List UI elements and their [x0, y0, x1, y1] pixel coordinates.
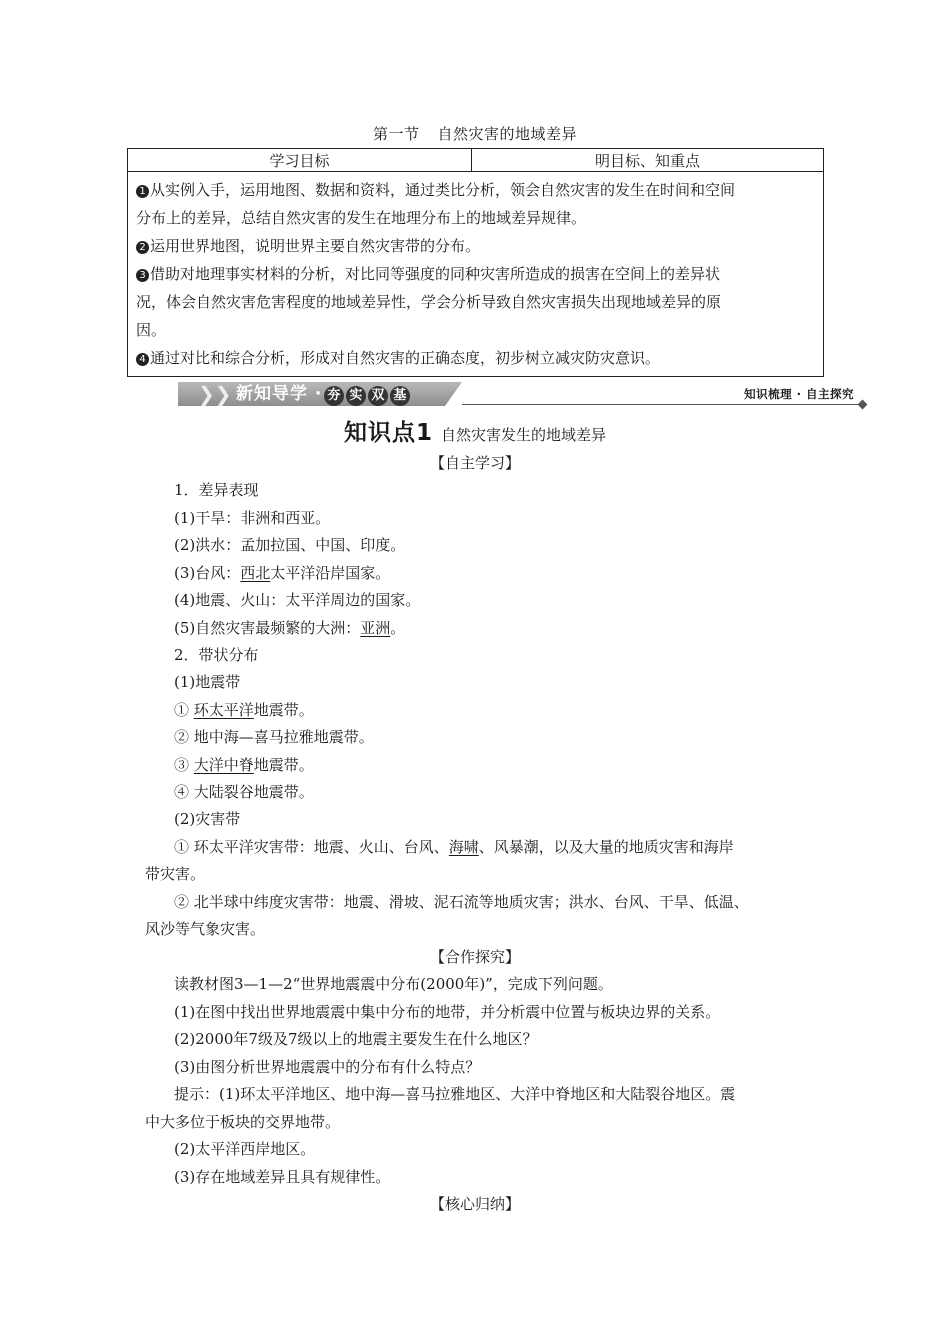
banner-subtitle: 知识梳理 · 自主探究 [744, 387, 854, 401]
objective-3-cont: 况，体会自然灾害危害程度的地域差异性，学会分析导致自然灾害损失出现地域差异的原 [136, 293, 722, 311]
disaster-belt-2: ② 北半球中纬度灾害带：地震、滑坡、泥石流等地质灾害；洪水、台风、干旱、低温、 [174, 893, 749, 911]
cooperation-intro: 读教材图3—1—2“世界地震震中分布(2000年)”，完成下列问题。 [174, 975, 613, 993]
question-3: (3)由图分析世界地震震中的分布有什么特点？ [174, 1058, 481, 1076]
objective-3-cont2: 因。 [136, 321, 167, 339]
objectives-header-left: 学习目标 [128, 149, 472, 172]
objectives-body [128, 172, 824, 377]
objective-1-cont: 分布上的差异，总结自然灾害的发生在地理分布上的地域差异规律。 [136, 209, 587, 227]
seismic-belt-1: ① 环太平洋地震带。 [174, 701, 314, 719]
disaster-belt-1-cont: 带灾害。 [145, 865, 206, 883]
knowledge-point-name: 自然灾害发生的地域差异 [441, 426, 607, 444]
question-2: (2)2000年7级及7级以上的地震主要发生在什么地区？ [174, 1030, 538, 1048]
text-flood: (2)洪水：孟加拉国、中国、印度。 [174, 536, 406, 554]
disaster-belt-1: ① 环太平洋灾害带：地震、火山、台风、海啸、风暴潮，以及大量的地质灾害和海岸 [174, 838, 734, 856]
answer-1-cont: 中大多位于板块的交界地带。 [145, 1113, 341, 1131]
chevron-right-icon: ❯❯ [198, 382, 232, 406]
objective-3: 3 借助对地理事实材料的分析，对比同等强度的同种灾害所造成的损害在空间上的差异状 [136, 260, 815, 288]
answer-1: 提示：(1)环太平洋地区、地中海—喜马拉雅地区、大洋中脊地区和大陆裂谷地区。震 [174, 1085, 736, 1103]
banner-title: 新知导学 · 夯 实 双 基 [236, 382, 410, 406]
disaster-belt-2-cont: 风沙等气象灾害。 [145, 920, 266, 938]
cooperation-heading: 【合作探究】 [429, 948, 520, 966]
number-badge-icon: 2 [136, 241, 149, 254]
objective-4: 4 通过对比和综合分析，形成对自然灾害的正确态度，初步树立减灾防灾意识。 [136, 344, 815, 372]
objective-2: 2 运用世界地图，说明世界主要自然灾害带的分布。 [136, 232, 815, 260]
subheading-seismic-belts: (1)地震带 [174, 673, 241, 691]
answer-3: (3)存在地域差异且具有规律性。 [174, 1168, 391, 1186]
number-badge-icon: 1 [136, 185, 149, 198]
banner-rule [462, 404, 858, 405]
objectives-header-right: 明目标、知重点 [472, 149, 824, 172]
question-1: (1)在图中找出世界地震震中集中分布的地带，并分析震中位置与板块边界的关系。 [174, 1003, 721, 1021]
number-badge-icon: 4 [136, 353, 149, 366]
heading-differences: 1．差异表现 [174, 481, 259, 499]
knowledge-point-label: 知识点1 [343, 420, 433, 446]
subheading-disaster-belts: (2)灾害带 [174, 810, 241, 828]
self-study-heading: 【自主学习】 [429, 454, 520, 472]
number-badge-icon: 3 [136, 269, 149, 282]
section-banner [178, 380, 868, 410]
core-heading: 【核心归纳】 [429, 1195, 520, 1213]
diamond-icon [858, 400, 868, 410]
text-earthquake-volcano: (4)地震、火山：太平洋周边的国家。 [174, 591, 421, 609]
text-most-frequent: (5)自然灾害最频繁的大洲：亚洲。 [174, 619, 406, 637]
objective-1: 1 从实例入手，运用地图、数据和资料，通过类比分析，领会自然灾害的发生在时间和空间 [136, 176, 815, 204]
heading-belts: 2．带状分布 [174, 646, 259, 664]
answer-2: (2)太平洋西岸地区。 [174, 1140, 316, 1158]
section-name: 自然灾害的地域差异 [437, 125, 578, 143]
seismic-belt-2: ② 地中海—喜马拉雅地震带。 [174, 728, 374, 746]
page-title [0, 123, 950, 144]
text-drought: (1)干旱：非洲和西亚。 [174, 509, 331, 527]
text-typhoon: (3)台风：西北太平洋沿岸国家。 [174, 564, 391, 582]
seismic-belt-3: ③ 大洋中脊地震带。 [174, 756, 314, 774]
objectives-table [127, 148, 824, 377]
section-number: 第一节 [372, 125, 420, 143]
knowledge-point-title [0, 414, 950, 447]
seismic-belt-4: ④ 大陆裂谷地震带。 [174, 783, 314, 801]
